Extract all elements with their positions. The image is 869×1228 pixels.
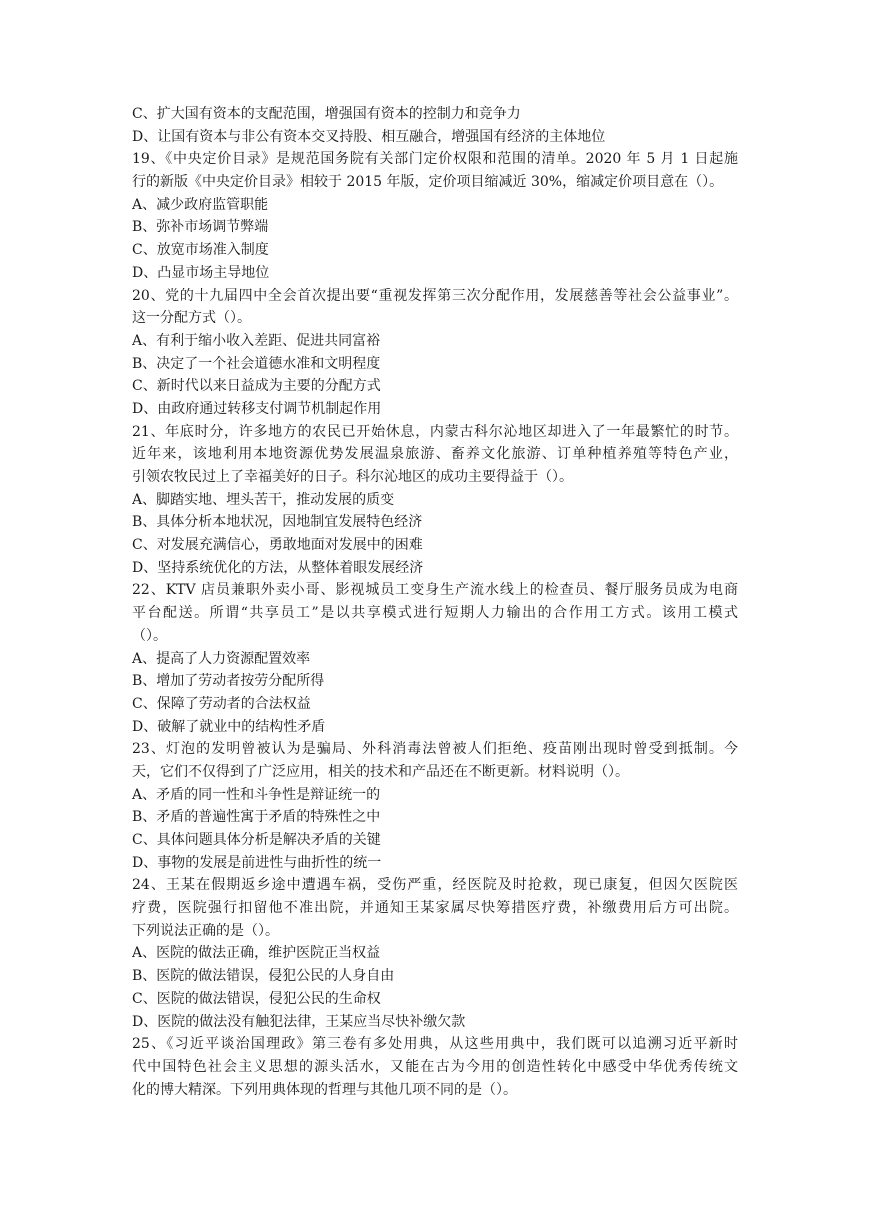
document-page (132, 103, 738, 1101)
option-c-q24: C、医院的做法错误，侵犯公民的生命权 (132, 990, 381, 1007)
option-d-q18: D、让国有资本与非公有资本交叉持股、相互融合，增强国有经济的主体地位 (132, 128, 606, 145)
option-c-q21: C、对发展充满信心，勇敢地面对发展中的困难 (132, 537, 423, 554)
question-20-line-1: 20、党的十九届四中全会首次提出要“重视发挥第三次分配作用，发展慈善等社会公益事业”。 (132, 287, 738, 304)
question-22-line-3: （）。 (132, 627, 167, 644)
option-c-q19: C、放宽市场准入制度 (132, 242, 269, 259)
option-a-q21: A、脚踏实地、埋头苦干，推动发展的质变 (132, 491, 395, 508)
question-21-line-3: 引领农牧民过上了幸福美好的日子。科尔沁地区的成功主要得益于（）。 (132, 469, 573, 485)
option-c-q22: C、保障了劳动者的合法权益 (132, 695, 311, 712)
question-19-line-2: 行的新版《中央定价目录》相较于 2015 年版，定价项目缩减近 30%，缩减定价项目意在（）。 (132, 174, 724, 191)
option-c-q18: C、扩大国有资本的支配范围，增强国有资本的控制力和竞争力 (132, 106, 521, 122)
question-21-line-1: 21、年底时分，许多地方的农民已开始休息，内蒙古科尔沁地区却进入了一年最繁忙的时节。 (132, 423, 738, 440)
option-b-q24: B、医院的做法错误，侵犯公民的人身自由 (132, 968, 395, 985)
question-23-line-2: 天，它们不仅得到了广泛应用，相关的技术和产品还在不断更新。材料说明（）。 (132, 763, 629, 780)
question-24-line-2: 疗费，医院强行扣留他不准出院，并通知王某家属尽快筹措医疗费，补缴费用后方可出院。 (132, 900, 738, 917)
question-22-line-1: 22、KTV 店员兼职外卖小哥、影视城员工变身生产流水线上的检查员、餐厅服务员成为电商 (132, 582, 738, 599)
question-25-line-3: 化的博大精深。下列用典体现的哲理与其他几项不同的是（）。 (132, 1081, 517, 1098)
option-b-q21: B、具体分析本地状况，因地制宜发展特色经济 (132, 514, 423, 531)
question-21-line-2: 近年来，该地利用本地资源优势发展温泉旅游、畜养文化旅游、订单种植养殖等特色产业， (132, 446, 738, 463)
question-25-line-2: 代中国特色社会主义思想的源头活水，又能在古为今用的创造性转化中感受中华优秀传统文 (132, 1058, 738, 1075)
question-20-line-2: 这一分配方式（）。 (132, 310, 251, 327)
option-a-q20: A、有利于缩小收入差距、促进共同富裕 (132, 332, 381, 349)
question-19-line-1: 19、《中央定价目录》是规范国务院有关部门定价权限和范围的清单。2020 年 5 月 1 日起施 (132, 151, 738, 168)
option-d-q20: D、由政府通过转移支付调节机制起作用 (132, 400, 382, 417)
option-a-q24: A、医院的做法正确，维护医院正当权益 (132, 945, 381, 962)
option-a-q22: A、提高了人力资源配置效率 (132, 650, 311, 667)
question-24-line-3: 下列说法正确的是（）。 (132, 922, 279, 939)
option-b-q23: B、矛盾的普遍性寓于矛盾的特殊性之中 (132, 809, 381, 826)
option-d-q24: D、医院的做法没有触犯法律，王某应当尽快补缴欠款 (132, 1013, 466, 1030)
option-b-q19: B、弥补市场调节弊端 (132, 219, 269, 236)
option-a-q19: A、减少政府监管职能 (132, 196, 269, 213)
option-c-q20: C、新时代以来日益成为主要的分配方式 (132, 378, 381, 395)
option-b-q20: B、决定了一个社会道德水准和文明程度 (132, 355, 381, 372)
question-23-line-1: 23、灯泡的发明曾被认为是骗局、外科消毒法曾被人们拒绝、疫苗刚出现时曾受到抵制。今 (132, 741, 738, 758)
option-d-q21: D、坚持系统优化的方法，从整体着眼发展经济 (132, 559, 424, 576)
option-d-q19: D、凸显市场主导地位 (132, 264, 270, 281)
question-24-line-1: 24、王某在假期返乡途中遭遇车祸，受伤严重，经医院及时抢救，现已康复，但因欠医院医 (132, 877, 738, 894)
option-c-q23: C、具体问题具体分析是解决矛盾的关键 (132, 832, 381, 848)
question-22-line-2: 平台配送。所谓“共享员工”是以共享模式进行短期人力输出的合作用工方式。该用工模式 (132, 605, 738, 622)
option-b-q22: B、增加了劳动者按劳分配所得 (132, 673, 325, 690)
option-d-q22: D、破解了就业中的结构性矛盾 (132, 718, 326, 735)
question-25-line-1: 25、《习近平谈治国理政》第三卷有多处用典，从这些用典中，我们既可以追溯习近平新时 (132, 1036, 738, 1053)
option-d-q23: D、事物的发展是前进性与曲折性的统一 (132, 854, 382, 871)
option-a-q23: A、矛盾的同一性和斗争性是辩证统一的 (132, 786, 381, 803)
